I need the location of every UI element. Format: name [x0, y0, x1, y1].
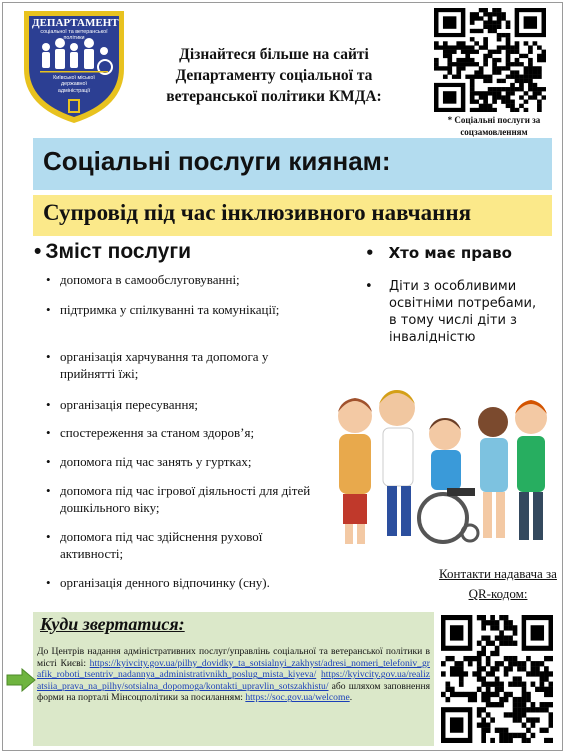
- list-item: • підтримка у спілкуванні та комунікації;: [44, 301, 314, 348]
- where-middle: або шляхом заповнення форми на порталі Мінсоцполітики за посиланням:: [37, 680, 430, 704]
- children-illustration: [325, 378, 555, 550]
- where-text: [37, 646, 430, 704]
- green-arrow-icon: [6, 668, 36, 692]
- bullet: •: [365, 279, 373, 294]
- qr-code-site[interactable]: [434, 8, 546, 112]
- list-item: • допомога під час здійснення рухової активності;: [44, 528, 314, 574]
- soc-portal-link[interactable]: https://soc.gov.ua/welcome: [245, 692, 350, 704]
- department-logo: [18, 7, 130, 125]
- service-list: [44, 271, 314, 610]
- list-item: • організація денного відпочинку (сну).: [44, 574, 314, 610]
- who-heading-text: Хто має право: [388, 244, 512, 262]
- qr-caption: * Соціальні послуги за соцзамовленням: [447, 115, 541, 137]
- bullet: •: [34, 240, 42, 263]
- bullet: •: [365, 244, 375, 262]
- content-heading: [34, 240, 191, 264]
- qr-code-contacts[interactable]: [441, 615, 553, 743]
- list-item: • організація пересування;: [44, 396, 314, 424]
- list-item: • допомога під час занять у гуртках;: [44, 453, 314, 482]
- list-item: • організація харчування та допомога у прийнятті їжі;: [44, 348, 314, 396]
- list-item: • допомога в самообслуговуванні;: [44, 271, 314, 301]
- logo-subtitle: соціальної та ветеранської політики: [40, 29, 108, 41]
- logo-title: ДЕПАРТАМЕНТ: [32, 17, 119, 29]
- sub-banner: [33, 195, 552, 236]
- social-departments-link[interactable]: https://kyivcity.gov.ua/realizatsiia_prava_na_pilhy/sotsialna_dopomoga/kontakti_upravlin_sotszakhistu/: [37, 669, 430, 692]
- who-text: [365, 278, 545, 346]
- list-item: • спостереження за станом здоров’я;: [44, 424, 314, 453]
- list-item: • допомога під час ігрової діяльності для дітей дошкільного віку;: [44, 482, 314, 528]
- service-title: Супровід під час інклюзивного навчання: [43, 200, 472, 225]
- logo-org: Київської міської державної адміністрації: [53, 75, 95, 94]
- qr-code-icon: [441, 615, 553, 743]
- where-title: Куди звертатися:: [40, 614, 185, 634]
- contacts-label: Контакти надавача за QR-кодом:: [439, 566, 557, 601]
- who-heading: [365, 244, 512, 262]
- eligibility-text: Діти з особливими освітніми потребами, в тому числі діти з інвалідністю: [389, 279, 537, 345]
- main-banner: [33, 138, 552, 190]
- site-info-text: Дізнайтеся більше на сайті Департаменту соціальної та ветеранської політики КМДА:: [166, 46, 382, 105]
- admin-centers-link[interactable]: https://kyivcity.gov.ua/pilhy_dovidky_ta_sotsialnyi_zakhyst/adresi_nomeri_telefoniv_grafik_roboti_tsentriv_nadannya_administrativnikh_poslug_mista_kiyeva/: [37, 657, 430, 681]
- where-end: .: [349, 692, 353, 704]
- content-heading-text: Зміст послуги: [45, 240, 191, 263]
- main-banner-title: Соціальні послуги киянам:: [43, 146, 391, 176]
- where-intro: До Центрів надання адміністративних послуг/управлінь соціальної та ветеранської політики в місті Києві:: [37, 646, 430, 669]
- qr-code-icon: [434, 8, 546, 112]
